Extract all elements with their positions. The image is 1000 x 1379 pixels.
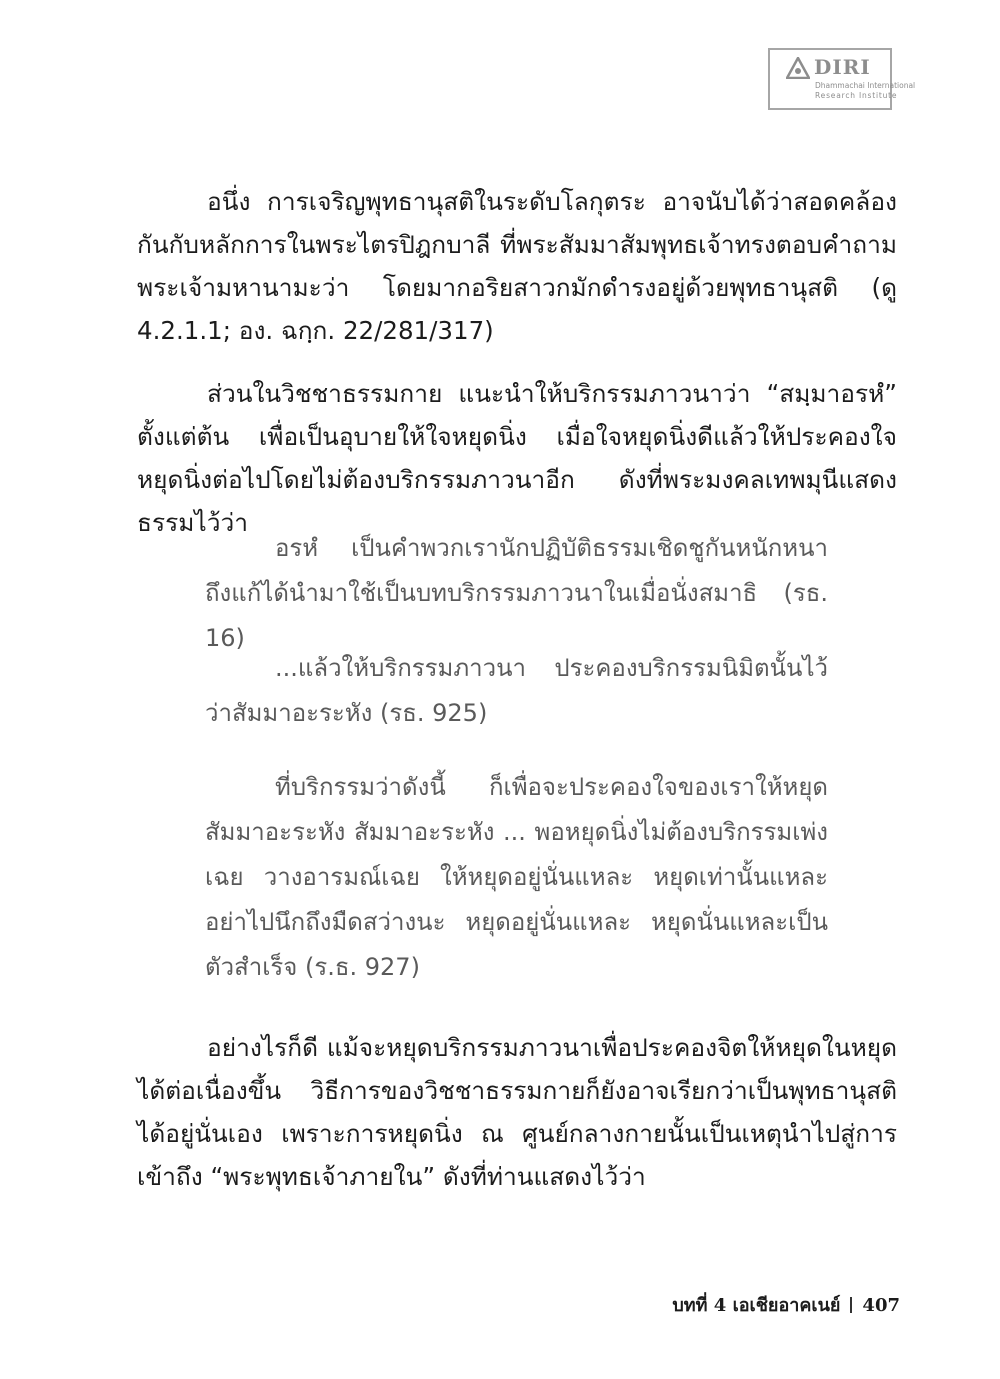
logo-subtitle-line1: Dhammachai International [815, 81, 916, 90]
logo-name: DIRI [814, 55, 871, 79]
block-quote-3: ที่บริกรรมว่าดังนี้ ก็เพื่อจะประคองใจของเราให้หยุดสัมมาอะระหัง สัมมาอะระหัง ... พอหยุดนิ่งไม่ต้องบริกรรมเพ่งเฉย วางอารมณ์เฉย ให้หยุดอยู่นั่นแหละ หยุดเท่านั้นแหละอย่าไปนึกถึงมืดสว่างนะ หยุดอยู่นั่นแหละ หยุดนั่นแหละเป็นตัวสำเร็จ (ร.ธ. 927) [205, 773, 828, 981]
footer-divider [850, 1297, 852, 1313]
page-number: 407 [862, 1295, 900, 1316]
logo-subtitle-line2: Research Institute [815, 91, 898, 100]
body-paragraph-2: ส่วนในวิชชาธรรมกาย แนะนำให้บริกรรมภาวนาว่า “สมฺมาอรหํ” ตั้งแต่ต้น เพื่อเป็นอุบายให้ใจหยุดนิ่ง เมื่อใจหยุดนิ่งดีแล้วให้ประคองใจหยุดนิ่งต่อไปโดยไม่ต้องบริกรรมภาวนาอีก ดังที่พระมงคลเทพมุนีแสดงธรรมไว้ว่า [137, 379, 897, 537]
triangle-logo-icon [786, 57, 810, 79]
block-quote-2: ...แล้วให้บริกรรมภาวนา ประคองบริกรรมนิมิตนั้นไว้ว่าสัมมาอะระหัง (รธ. 925) [205, 654, 828, 727]
body-paragraph-3: อย่างไรก็ดี แม้จะหยุดบริกรรมภาวนาเพื่อประคองจิตให้หยุดในหยุดได้ต่อเนื่องขึ้น วิธีการของวิชชาธรรมกายก็ยังอาจเรียกว่าเป็นพุทธานุสติได้อยู่นั่นเอง เพราะการหยุดนิ่ง ณ ศูนย์กลางกายนั้นเป็นเหตุนำไปสู่การเข้าถึง “พระพุทธเจ้าภายใน” ดังที่ท่านแสดงไว้ว่า [137, 1033, 897, 1191]
page-footer [672, 1290, 900, 1319]
chapter-title: บทที่ 4 เอเชียอาคเนย์ [672, 1295, 841, 1316]
diri-logo [768, 48, 916, 110]
block-quote-1: อรหํ เป็นคำพวกเรานักปฏิบัติธรรมเชิดชูกันหนักหนาถึงแก้ได้นำมาใช้เป็นบทบริกรรมภาวนาในเมื่อนั่งสมาธิ (รธ. 16) [205, 534, 828, 652]
body-paragraph-1: อนึ่ง การเจริญพุทธานุสติในระดับโลกุตระ อาจนับได้ว่าสอดคล้องกันกับหลักการในพระไตรปิฎกบาลี ที่พระสัมมาสัมพุทธเจ้าทรงตอบคำถามพระเจ้ามหานามะว่า โดยมากอริยสาวกมักดำรงอยู่ด้วยพุทธานุสติ (ดู 4.2.1.1; อง. ฉกฺก. 22/281/317) [137, 187, 897, 345]
